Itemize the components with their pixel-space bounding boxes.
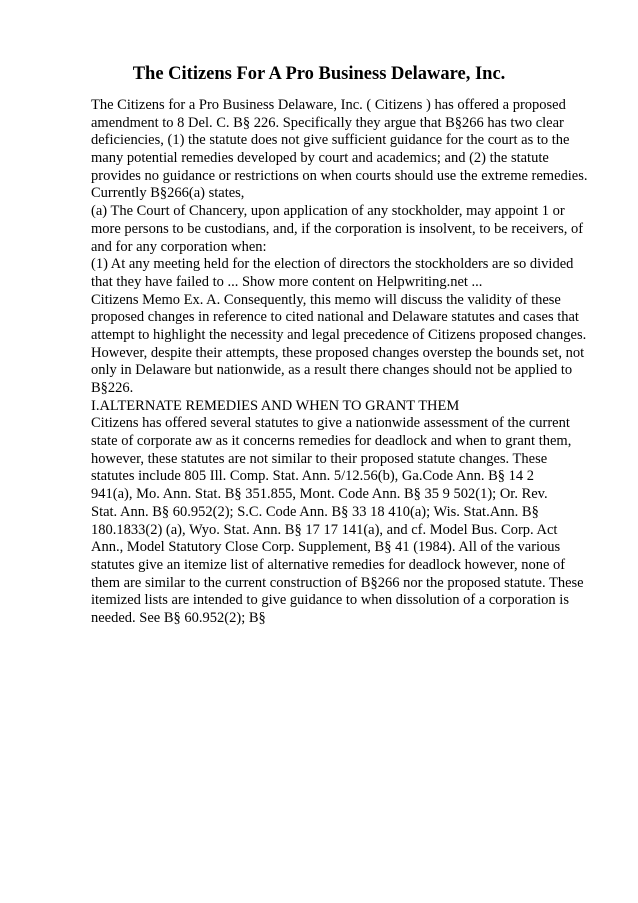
text-line: The Citizens for a Pro Business Delaware, Inc. ( Citizens ) has offered a proposed — [91, 97, 566, 113]
text-line: statutes include 805 Ill. Comp. Stat. Ann. 5/12.56(b), Ga.Code Ann. B§ 14 2 — [91, 468, 535, 485]
text-line: 941(a), Mo. Ann. Stat. B§ 351.855, Mont. Code Ann. B§ 35 9 502(1); Or. Rev. — [91, 486, 548, 503]
text-line: many potential remedies developed by court and academics; and (2) the statute — [91, 150, 549, 167]
text-line: Currently B§266(a) states, — [91, 185, 245, 202]
text-line: statutes give an itemize list of alternative remedies for deadlock however, none of — [91, 556, 566, 573]
text-line: Stat. Ann. B§ 60.952(2); S.C. Code Ann. B§ 33 18 410(a); Wis. Stat.Ann. B§ — [91, 503, 539, 520]
text-line: (a) The Court of Chancery, upon application of any stockholder, may appoint 1 or — [91, 203, 565, 220]
text-line: itemized lists are intended to give guidance to when dissolution of a corporation is — [91, 592, 569, 609]
text-line: attempt to highlight the necessity and legal precedence of Citizens proposed changes. — [91, 326, 587, 343]
text-line: state of corporate aw as it concerns remedies for deadlock and when to grant them, — [91, 433, 572, 450]
text-line: needed. See B§ 60.952(2); B§ — [91, 609, 266, 626]
text-line: Citizens Memo Ex. A. Consequently, this memo will discuss the validity of these — [91, 291, 561, 308]
text-line: and for any corporation when: — [91, 238, 267, 255]
text-line: more persons to be custodians, and, if the corporation is insolvent, to be receivers, of — [91, 220, 584, 237]
text-line: B§226. — [91, 380, 134, 396]
text-line: that they have failed to ... Show more content on Helpwriting.net ... — [91, 273, 483, 290]
text-line: them are similar to the current construction of B§266 nor the proposed statute. These — [91, 574, 584, 591]
text-line: Ann., Model Statutory Close Corp. Supplement, B§ 41 (1984). All of the various — [91, 539, 561, 556]
text-line: proposed changes in reference to cited national and Delaware statutes and cases that — [91, 309, 579, 326]
document-body — [91, 97, 596, 628]
text-line: provides no guidance or restrictions on when courts should use the extreme remedies. — [91, 167, 588, 184]
text-line: deficiencies, (1) the statute does not give sufficient guidance for the court as to the — [91, 132, 570, 149]
text-line: However, despite their attempts, these proposed changes overstep the bounds set, not — [91, 344, 585, 361]
text-line: only in Delaware but nationwide, as a result there changes should not be applied to — [91, 362, 573, 379]
document-title: The Citizens For A Pro Business Delaware, Inc. — [132, 64, 506, 84]
section-heading: I.ALTERNATE REMEDIES AND WHEN TO GRANT THEM — [91, 397, 460, 414]
text-line: amendment to 8 Del. C. B§ 226. Specifically they argue that B§266 has two clear — [91, 114, 564, 131]
text-line: however, these statutes are not similar to their proposed statute changes. These — [91, 450, 548, 467]
text-line: (1) At any meeting held for the election of directors the stockholders are so divided — [91, 256, 574, 273]
text-line: Citizens has offered several statutes to give a nationwide assessment of the current — [91, 415, 570, 432]
text-line: 180.1833(2) (a), Wyo. Stat. Ann. B§ 17 17 141(a), and cf. Model Bus. Corp. Act — [91, 521, 558, 538]
